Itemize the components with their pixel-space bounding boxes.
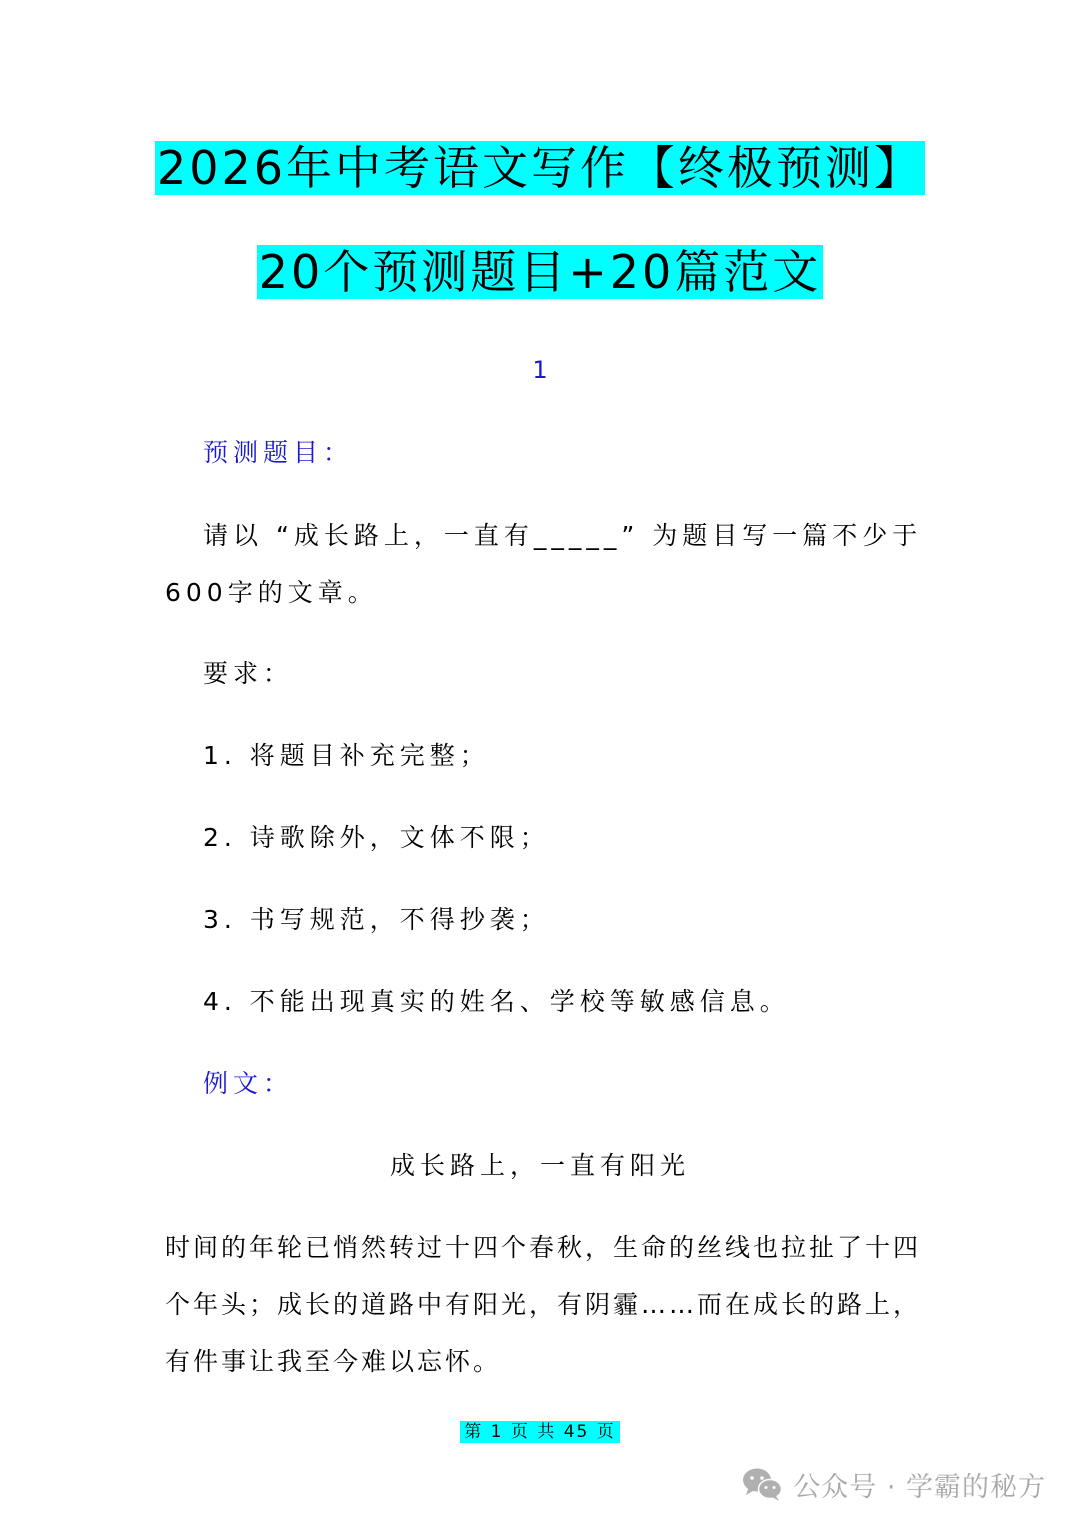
requirement-item-3: 3. 书写规范，不得抄袭；: [203, 905, 550, 934]
prompt-line-2: 600字的文章。: [165, 578, 378, 607]
wechat-icon: [741, 1466, 783, 1502]
essay-line-1: 时间的年轮已悄然转过十四个春秋，生命的丝线也拉扯了十四: [165, 1233, 922, 1262]
watermark: [741, 1462, 1046, 1506]
section-number: 1: [532, 356, 548, 384]
essay-line-3: 有件事让我至今难以忘怀。: [165, 1347, 502, 1376]
prompt-line-1: 请以 “成长路上，一直有_____” 为题目写一篇不少于: [203, 521, 923, 550]
essay-title: 成长路上，一直有阳光: [389, 1151, 690, 1180]
page-title-line1: 2026年中考语文写作【终极预测】: [156, 141, 924, 195]
page-title-line2: 20个预测题目+20篇范文: [258, 245, 822, 299]
essay-line-2: 个年头；成长的道路中有阳光，有阴霾……而在成长的路上，: [165, 1290, 922, 1319]
requirement-item-1: 1. 将题目补充完整；: [203, 741, 490, 770]
watermark-text: 公众号 · 学霸的秘方: [793, 1471, 1046, 1503]
page-footer: 第 1 页 共 45 页: [0, 1417, 1080, 1442]
prompt-heading: 预测题目：: [203, 438, 354, 467]
requirement-item-4: 4. 不能出现真实的姓名、学校等敏感信息。: [203, 987, 790, 1016]
requirement-item-2: 2. 诗歌除外，文体不限；: [203, 823, 550, 852]
requirements-heading: 要求：: [203, 659, 294, 688]
example-heading: 例文：: [203, 1069, 294, 1098]
